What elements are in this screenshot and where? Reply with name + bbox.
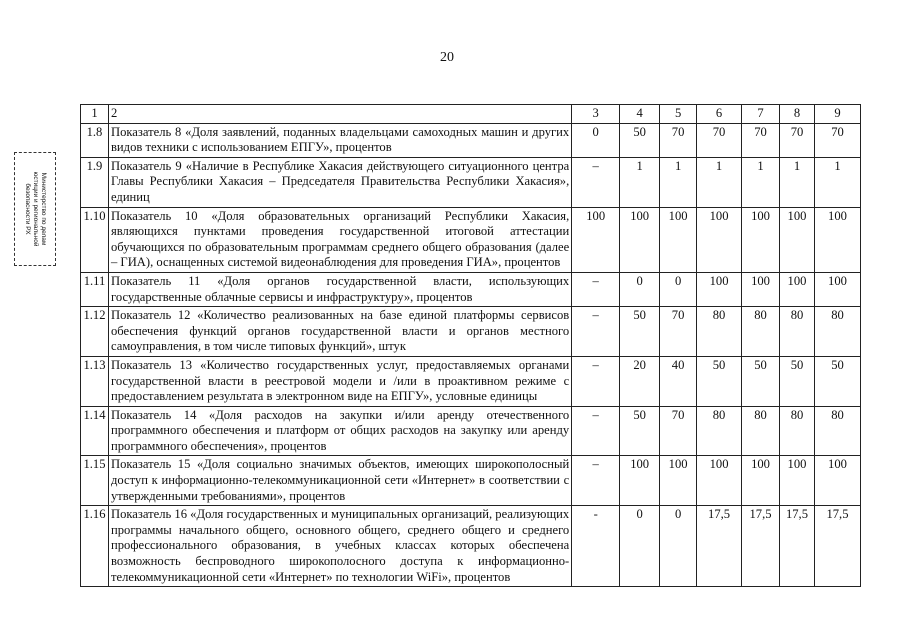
indicator-value: 1 (742, 157, 780, 207)
indicator-value: 100 (814, 456, 860, 506)
indicator-value: 50 (742, 356, 780, 406)
table-row (81, 272, 861, 306)
page-number: 20 (440, 50, 454, 65)
indicator-value: 100 (660, 456, 697, 506)
indicator-value: 80 (780, 307, 815, 357)
indicator-value: 80 (780, 406, 815, 456)
indicator-value: 50 (814, 356, 860, 406)
stamp-line: Министерство по делам (40, 172, 47, 246)
indicator-value: 1 (814, 157, 860, 207)
indicator-value: 70 (742, 123, 780, 157)
column-header: 6 (697, 105, 742, 124)
table-row (81, 157, 861, 207)
column-header: 8 (780, 105, 815, 124)
registration-stamp (14, 152, 56, 266)
row-number: 1.16 (81, 506, 109, 587)
indicator-value: 17,5 (780, 506, 815, 587)
table-row (81, 123, 861, 157)
indicator-value: 0 (572, 123, 620, 157)
indicator-value: 100 (697, 272, 742, 306)
indicator-value: 100 (660, 207, 697, 272)
stamp-line: юстиции и региональной (32, 171, 39, 247)
row-number: 1.15 (81, 456, 109, 506)
indicator-value: 100 (814, 207, 860, 272)
indicator-text: Показатель 16 «Доля государственных и муниципальных организаций, реализующих программы начального общего, основного общего, среднего общего и среднего профессионального образования, в учебных классах которых обеспечена возможность беспроводного широкополосного доступа к информационно- телекоммуникационной сети «Интернет» по технологии WiFi», процентов (108, 506, 571, 587)
indicator-text: Показатель 14 «Доля расходов на закупки и/или аренду отечественного программного обеспечения и платформ от общих расходов на закупку или аренду программного обеспечения», процентов (108, 406, 571, 456)
indicator-value: – (572, 456, 620, 506)
indicator-value: 17,5 (814, 506, 860, 587)
indicator-value: – (572, 157, 620, 207)
column-header: 7 (742, 105, 780, 124)
indicator-value: 17,5 (742, 506, 780, 587)
indicator-value: 100 (814, 272, 860, 306)
indicator-value: – (572, 406, 620, 456)
indicator-value: 20 (620, 356, 660, 406)
indicator-value: 1 (620, 157, 660, 207)
indicator-value: 100 (620, 207, 660, 272)
row-number: 1.10 (81, 207, 109, 272)
indicator-value: 100 (572, 207, 620, 272)
indicator-value: 100 (742, 272, 780, 306)
indicator-value: 40 (660, 356, 697, 406)
indicator-value: 100 (697, 456, 742, 506)
indicator-value: 100 (780, 456, 815, 506)
column-header: 4 (620, 105, 660, 124)
indicator-value: 80 (814, 307, 860, 357)
indicator-value: 0 (660, 506, 697, 587)
indicator-value: 100 (620, 456, 660, 506)
indicator-value: 100 (780, 207, 815, 272)
indicators-table (80, 104, 861, 587)
indicator-value: – (572, 272, 620, 306)
indicator-value: 0 (620, 272, 660, 306)
indicator-value: 100 (697, 207, 742, 272)
table-row (81, 406, 861, 456)
indicator-value: 80 (697, 406, 742, 456)
row-number: 1.14 (81, 406, 109, 456)
indicator-value: - (572, 506, 620, 587)
indicator-value: 100 (780, 272, 815, 306)
indicator-text: Показатель 11 «Доля органов государственной власти, использующих государственные облачные сервисы и инфраструктуру», процентов (108, 272, 571, 306)
indicator-value: 1 (697, 157, 742, 207)
indicator-value: 100 (742, 456, 780, 506)
indicator-value: 70 (660, 123, 697, 157)
indicator-text: Показатель 10 «Доля образовательных организаций Республики Хакасия, являющихся пунктами проведения государственной итоговой аттестации обучающихся по образовательным программам среднего общего образования (далее – ГИА), оснащенных системой видеонаблюдения для проведения ГИА», процентов (108, 207, 571, 272)
indicator-value: 80 (697, 307, 742, 357)
indicator-value: 50 (620, 123, 660, 157)
indicator-text: Показатель 13 «Количество государственных услуг, предоставляемых органами государственной власти в реестровой модели и /или в проактивном режиме с предоставлением результата в электронном виде на ЕПГУ», условные единицы (108, 356, 571, 406)
indicator-text: Показатель 15 «Доля социально значимых объектов, имеющих широкополосный доступ к информационно-телекоммуникационной сети «Интернет» в соответствии с утвержденными требованиями», процентов (108, 456, 571, 506)
table-row (81, 307, 861, 357)
indicator-text: Показатель 12 «Количество реализованных на базе единой платформы сервисов обеспечения функций органов государственной власти и органов местного самоуправления, в том числе типовых функций», штук (108, 307, 571, 357)
column-header: 2 (108, 105, 571, 124)
indicator-value: 1 (780, 157, 815, 207)
indicator-value: – (572, 307, 620, 357)
indicator-value: 80 (814, 406, 860, 456)
indicator-value: 70 (697, 123, 742, 157)
indicator-value: 17,5 (697, 506, 742, 587)
column-header: 9 (814, 105, 860, 124)
indicator-value: 0 (620, 506, 660, 587)
indicator-value: 1 (660, 157, 697, 207)
column-header: 3 (572, 105, 620, 124)
indicator-value: 0 (660, 272, 697, 306)
indicator-value: 70 (814, 123, 860, 157)
row-number: 1.12 (81, 307, 109, 357)
table-row (81, 356, 861, 406)
row-number: 1.8 (81, 123, 109, 157)
indicator-value: 50 (697, 356, 742, 406)
indicator-text: Показатель 9 «Наличие в Республике Хакасия действующего ситуационного центра Главы Республики Хакасия – Председателя Правительства Республики Хакасия», единиц (108, 157, 571, 207)
row-number: 1.13 (81, 356, 109, 406)
table-row (81, 207, 861, 272)
indicator-value: 80 (742, 307, 780, 357)
indicator-value: 50 (620, 307, 660, 357)
indicator-value: 70 (660, 406, 697, 456)
row-number: 1.11 (81, 272, 109, 306)
indicator-value: 80 (742, 406, 780, 456)
indicator-value: 50 (620, 406, 660, 456)
table-row (81, 456, 861, 506)
row-number: 1.9 (81, 157, 109, 207)
stamp-line: безопасности РХ (24, 183, 31, 235)
indicator-value: 50 (780, 356, 815, 406)
indicator-value: – (572, 356, 620, 406)
column-header: 5 (660, 105, 697, 124)
table-row (81, 506, 861, 587)
indicator-value: 70 (780, 123, 815, 157)
header-row (81, 105, 861, 124)
indicator-value: 70 (660, 307, 697, 357)
indicator-value: 100 (742, 207, 780, 272)
column-header: 1 (81, 105, 109, 124)
indicator-text: Показатель 8 «Доля заявлений, поданных владельцами самоходных машин и других видов техники с использованием ЕПГУ», процентов (108, 123, 571, 157)
